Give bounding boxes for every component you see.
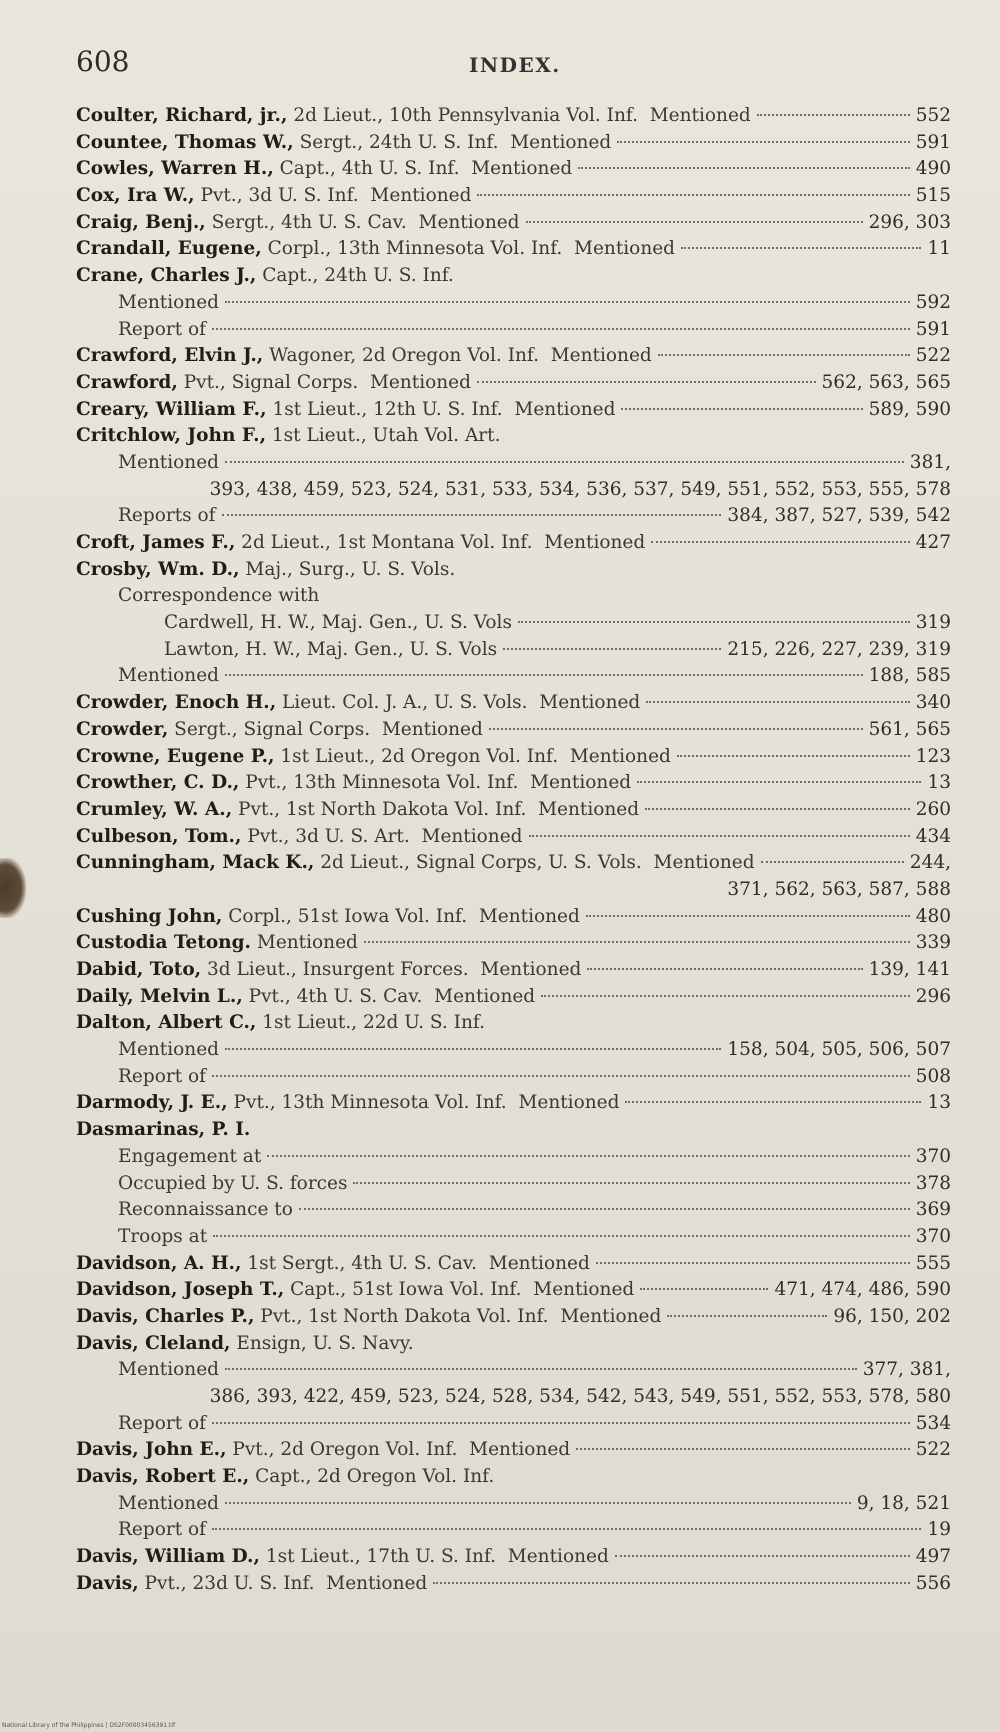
entry-name: Dalton, Albert C., [76,1012,257,1034]
entry-name: Davis, Robert E., [76,1466,250,1488]
entry-description: Lieut. Col. J. A., U. S. Vols. Mentioned [276,692,641,714]
dot-leader [212,1422,910,1424]
entry-description: Pvt., 4th U. S. Cav. Mentioned [242,985,536,1007]
index-entry [76,930,951,957]
page-refs: 13 [927,772,951,794]
entry-name: Crowther, C. D., [76,772,240,794]
index-entry [76,1090,951,1117]
dot-leader [677,755,910,757]
entry-description: Reports of [118,505,216,527]
entry-description: Mentioned [251,932,358,954]
entry-name: Crawford, [76,371,178,393]
dot-leader [761,861,904,863]
entry-description: Pvt., 3d U. S. Inf. Mentioned [194,185,472,207]
page-refs: 471, 474, 486, 590 [774,1279,951,1301]
entry-description: Sergt., 24th U. S. Inf. Mentioned [293,131,612,153]
entry-description: Engagement at [118,1145,262,1167]
entry-description: Report of [118,318,207,340]
index-entry [76,423,951,450]
index-entry [76,1117,951,1144]
page-title: INDEX. [469,53,561,77]
page-refs: 522 [915,1439,951,1461]
entry-description: Sergt., 4th U. S. Cav. Mentioned [205,211,520,233]
dot-leader [477,194,909,196]
page-refs: 13 [927,1092,951,1114]
page-edge-stain [0,858,26,918]
entry-description: 1st Sergt., 4th U. S. Cav. Mentioned [241,1252,590,1274]
page-refs: 19 [927,1519,951,1541]
index-entry [76,717,951,744]
entry-name: Dabid, Toto, [76,959,202,980]
page-refs: 592 [915,291,951,313]
page-refs: 434 [915,825,951,847]
dot-leader [615,1555,910,1557]
index-subentry [76,610,951,637]
index-entry [76,1464,951,1491]
index-entry [76,130,951,157]
index-entry [76,770,951,797]
entry-name: Darmody, J. E., [76,1092,228,1114]
index-entry [76,690,951,717]
entry-name: Davis, Cleland, [76,1332,231,1354]
page-refs: 369 [915,1199,951,1221]
entry-description: Pvt., 23d U. S. Inf. Mentioned [138,1572,428,1594]
entry-description: Mentioned [118,451,220,473]
entry-name: Critchlow, John F., [76,425,267,447]
page-refs-continuation: 393, 438, 459, 523, 524, 531, 533, 534, 536, 537, 549, 551, 552, 553, 555, 578 [209,478,951,500]
entry-description: Maj., Surg., U. S. Vols. [239,558,456,580]
page-refs: 370 [915,1145,951,1167]
index-subentry [76,1224,951,1251]
entry-name: Davis, [76,1572,139,1594]
page-refs: 515 [915,185,951,207]
index-entry [76,1437,951,1464]
entry-name: Davis, William D., [76,1546,260,1568]
entry-description: Pvt., 1st North Dakota Vol. Inf. Mentioned [254,1305,662,1327]
dot-leader [212,1528,921,1530]
index-entry [76,343,951,370]
entry-description: Correspondence with [118,585,320,607]
entry-description: Corpl., 51st Iowa Vol. Inf. Mentioned [222,905,580,927]
dot-leader [225,1502,851,1504]
entry-description: Mentioned [118,1492,220,1514]
entry-name: Davis, John E., [76,1439,227,1461]
index-entry [76,797,951,824]
page-refs: 96, 150, 202 [833,1305,951,1327]
dot-leader [658,354,910,356]
dot-leader [587,968,862,970]
entry-description: 1st Lieut., 12th U. S. Inf. Mentioned [266,398,616,420]
entry-name: Davis, Charles P., [76,1305,255,1327]
index-entry [76,1304,951,1331]
dot-leader [299,1208,910,1210]
entry-description: 1st Lieut., 17th U. S. Inf. Mentioned [259,1546,609,1568]
page-refs: 562, 563, 565 [821,371,951,393]
index-entry [76,957,951,984]
dot-leader [576,1448,910,1450]
entry-description: Reconnaissance to [118,1199,293,1221]
entry-name: Coulter, Richard, jr., [76,105,288,126]
dot-leader [225,1048,721,1050]
entry-description: Mentioned [118,665,220,687]
entry-name: Davidson, Joseph T., [76,1279,285,1301]
dot-leader [621,408,862,410]
index-entry [76,850,951,877]
page-refs: 260 [915,798,951,820]
entry-name: Cunningham, Mack K., [76,852,315,874]
index-subentry [76,1491,951,1518]
dot-leader [433,1582,909,1584]
dot-leader [529,835,910,837]
index-entries [76,103,951,1598]
dot-leader [757,114,910,116]
page-refs: 11 [927,238,951,260]
index-subentry [76,290,951,317]
page-refs: 370 [915,1225,951,1247]
dot-leader [222,514,722,516]
dot-leader [646,701,909,703]
page-header [76,45,956,85]
index-subentry [76,1037,951,1064]
entry-description: Pvt., 13th Minnesota Vol. Inf. Mentioned [239,772,632,794]
entry-description: Pvt., Signal Corps. Mentioned [177,371,471,393]
index-entry [76,984,951,1011]
page-refs-continuation: 371, 562, 563, 587, 588 [727,878,951,900]
entry-description: Wagoner, 2d Oregon Vol. Inf. Mentioned [263,345,652,367]
entry-name: Crandall, Eugene, [76,238,262,260]
index-entry [76,263,951,290]
index-entry [76,236,951,263]
dot-leader [212,328,910,330]
page-refs: 534 [915,1412,951,1434]
index-subentry [76,1357,951,1384]
entry-name: Cowles, Warren H., [76,158,274,180]
page-refs: 378 [915,1172,951,1194]
entry-description: Report of [118,1412,207,1434]
entry-description: Sergt., Signal Corps. Mentioned [168,718,483,740]
entry-description: Mentioned [118,1039,220,1061]
index-entry [76,530,951,557]
page-refs: 123 [915,745,951,767]
entry-name: Crosby, Wm. D., [76,558,240,580]
page-refs-continuation: 386, 393, 422, 459, 523, 524, 528, 534, 542, 543, 549, 551, 552, 553, 578, 580 [209,1386,951,1407]
index-entry [76,183,951,210]
index-subentry [76,1517,951,1544]
entry-name: Crowder, Enoch H., [76,692,277,714]
index-subentry [76,1411,951,1438]
entry-description: Mentioned [118,1359,220,1381]
dot-leader [645,808,910,810]
index-subentry [76,1144,951,1171]
page-refs: 427 [915,532,951,553]
page-refs: 591 [915,318,951,340]
entry-description: Cardwell, H. W., Maj. Gen., U. S. Vols [164,612,512,634]
entry-name: Crowder, [76,718,169,740]
entry-description: 2d Lieut., Signal Corps, U. S. Vols. Mentioned [314,852,755,874]
index-subentry [76,1197,951,1224]
page-refs: 552 [915,105,951,126]
entry-name: Croft, James F., [76,532,236,553]
dot-leader [526,221,863,223]
entry-name: Davidson, A. H., [76,1252,242,1274]
dot-leader [596,1262,910,1264]
index-entry [76,1010,951,1037]
page-refs: 490 [915,158,951,180]
index-subentry [76,583,951,610]
page-refs: 9, 18, 521 [856,1492,951,1514]
dot-leader [637,781,921,783]
dot-leader [651,541,909,543]
page-refs: 139, 141 [868,959,951,980]
index-subentry [76,450,951,477]
page-refs: 589, 590 [868,398,951,420]
page-number: 608 [76,45,130,78]
entry-description: Pvt., 13th Minnesota Vol. Inf. Mentioned [227,1092,620,1114]
entry-name: Dasmarinas, P. I. [76,1119,251,1141]
index-entry [76,1277,951,1304]
entry-description: Report of [118,1065,207,1087]
index-entry [76,1571,951,1598]
dot-leader [541,995,910,997]
scan-footer: National Library of the Philippines | DS2F00003456391.tif [2,1722,176,1729]
dot-leader [617,141,909,143]
dot-leader [518,621,910,623]
page-refs: 244, [909,852,951,874]
dot-leader [213,1235,910,1237]
index-subentry [76,1171,951,1198]
page-refs: 381, [909,451,951,473]
page-refs: 555 [915,1252,951,1274]
page-refs: 556 [915,1572,951,1594]
entry-description: Capt., 4th U. S. Inf. Mentioned [273,158,573,180]
index-entry [76,744,951,771]
dot-leader [225,1368,857,1370]
page-refs: 377, 381, [862,1359,951,1381]
entry-description: Pvt., 2d Oregon Vol. Inf. Mentioned [226,1439,571,1461]
page-refs: 497 [915,1546,951,1568]
index-entry [76,824,951,851]
dot-leader [225,674,863,676]
entry-name: Custodia Tetong. [76,932,251,954]
index-subentry [76,637,951,664]
page-refs: 384, 387, 527, 539, 542 [727,505,951,527]
page-refs: 480 [915,905,951,927]
entry-description: 1st Lieut., Utah Vol. Art. [266,425,501,447]
entry-description: Pvt., 1st North Dakota Vol. Inf. Mentioned [232,798,640,820]
index-entry [76,397,951,424]
dot-leader [353,1182,909,1184]
entry-name: Countee, Thomas W., [76,131,294,153]
entry-description: Capt., 51st Iowa Vol. Inf. Mentioned [284,1279,635,1301]
entry-description: 3d Lieut., Insurgent Forces. Mentioned [201,959,582,980]
dot-leader [477,381,816,383]
dot-leader [212,1075,910,1077]
index-entry [76,1544,951,1571]
page-refs: 591 [915,131,951,153]
entry-description: Pvt., 3d U. S. Art. Mentioned [241,825,523,847]
index-subentry [76,663,951,690]
page-refs: 508 [915,1065,951,1087]
entry-name: Craig, Benj., [76,211,206,233]
page-refs: 339 [915,932,951,954]
dot-leader [225,461,904,463]
entry-description: Troops at [118,1225,208,1247]
entry-name: Culbeson, Tom., [76,825,242,847]
dot-leader [267,1155,909,1157]
dot-leader [681,247,921,249]
entry-description: Ensign, U. S. Navy. [230,1332,414,1354]
entry-description: Lawton, H. W., Maj. Gen., U. S. Vols [164,638,498,660]
entry-name: Crumley, W. A., [76,798,233,820]
dot-leader [503,648,721,650]
entry-description: 2d Lieut., 10th Pennsylvania Vol. Inf. Mentioned [287,105,751,126]
entry-name: Cox, Ira W., [76,185,195,207]
page-refs: 296, 303 [868,211,951,233]
index-entry [76,103,951,130]
dot-leader [578,167,909,169]
dot-leader [364,941,910,943]
page-refs: 561, 565 [868,718,951,740]
page-refs: 522 [915,345,951,367]
index-entry [76,557,951,584]
dot-leader [225,301,910,303]
index-subentry [76,1064,951,1091]
dot-leader [586,915,910,917]
entry-description: Mentioned [118,291,220,313]
dot-leader [625,1101,921,1103]
index-subentry [76,317,951,344]
dot-leader [489,728,863,730]
entry-name: Creary, William F., [76,398,267,420]
page-refs: 158, 504, 505, 506, 507 [727,1039,951,1061]
index-entry [76,1251,951,1278]
dot-leader [667,1315,827,1317]
index-subentry [76,503,951,530]
entry-description: 1st Lieut., 22d U. S. Inf. [256,1012,485,1034]
index-entry [76,1331,951,1358]
entry-description: Report of [118,1519,207,1541]
entry-name: Crowne, Eugene P., [76,745,275,767]
index-entry [76,210,951,237]
entry-description: 2d Lieut., 1st Montana Vol. Inf. Mentioned [235,532,646,553]
entry-name: Crane, Charles J., [76,265,257,287]
entry-description: Corpl., 13th Minnesota Vol. Inf. Mentioned [261,238,676,260]
entry-description: Capt., 24th U. S. Inf. [256,265,454,287]
entry-description: 1st Lieut., 2d Oregon Vol. Inf. Mentioned [274,745,671,767]
page-refs: 188, 585 [868,665,951,687]
index-entry [76,904,951,931]
index-entry [76,156,951,183]
page-refs: 340 [915,692,951,714]
entry-name: Crawford, Elvin J., [76,345,264,367]
entry-name: Cushing John, [76,905,223,927]
page-refs: 319 [915,612,951,634]
dot-leader [640,1288,768,1290]
entry-name: Daily, Melvin L., [76,985,243,1007]
entry-description: Capt., 2d Oregon Vol. Inf. [249,1466,495,1488]
index-entry [76,370,951,397]
page-refs: 215, 226, 227, 239, 319 [727,638,951,660]
page-refs: 296 [915,985,951,1007]
entry-description: Occupied by U. S. forces [118,1172,348,1194]
